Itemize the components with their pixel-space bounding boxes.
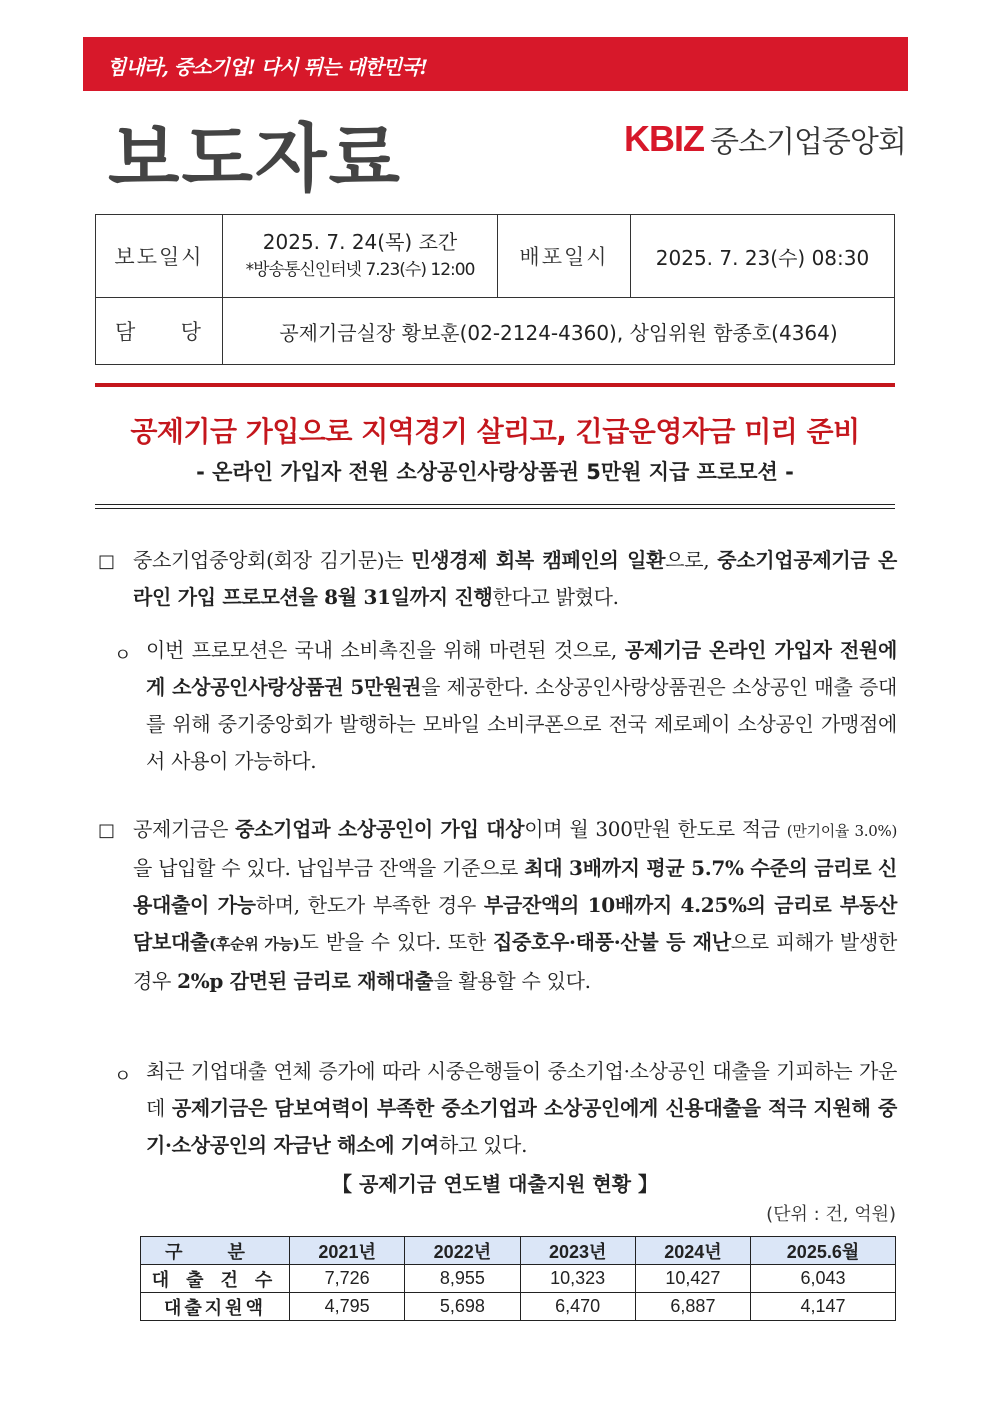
table-cell: 4,147 [751, 1293, 896, 1321]
slogan-banner [83, 37, 908, 91]
contact-label: 담 당 [96, 298, 223, 365]
text-run: 최근 기업대출 연체 증가에 따라 시중은행들이 중소기업·소상공인 대출을 기피하는 가운데 [146, 1059, 897, 1120]
circle-bullet: ㅇ [114, 1066, 132, 1087]
table-cell: 6,043 [751, 1265, 896, 1293]
paragraph-3 [133, 811, 897, 1000]
logo-brand: KBIZ [624, 118, 704, 159]
bold-text-run: 최대 3배까지 평균 5.7% 수준의 금리로 신용대출이 가능 [133, 856, 897, 917]
paragraph-2 [146, 632, 897, 780]
headline: 공제기금 가입으로 지역경기 살리고, 긴급운영자금 미리 준비 [130, 415, 860, 448]
text-run: 공제기금은 [133, 817, 236, 841]
paragraph-4 [146, 1053, 897, 1164]
table-header: 2021년 [290, 1237, 405, 1265]
bold-text-run: 공제기금은 담보여력이 부족한 중소기업과 소상공인에게 신용대출을 적극 지원해 중기·소상공인의 자금난 해소에 기여 [146, 1096, 898, 1157]
bold-text-run: 중소기업공제기금 온라인 가입 프로모션을 8월 31일까지 진행 [133, 548, 898, 609]
table-header: 2025.6월 [751, 1237, 896, 1265]
release-date-note: *방송통신인터넷 7.23(수) 12:00 [245, 260, 475, 280]
release-date-label: 보도일시 [96, 215, 223, 298]
table-header: 2024년 [635, 1237, 750, 1265]
bold-text-run: 공제기금 온라인 가입자 전원에게 소상공인사랑상품권 5만원권 [146, 638, 898, 699]
text-run: 하고 있다. [438, 1133, 528, 1157]
text-run: 하며, 한도가 부족한 경우 [255, 893, 484, 917]
release-info-table [95, 214, 895, 365]
table-cell: 6,887 [635, 1293, 750, 1321]
text-run: 을 활용할 수 있다. [433, 969, 591, 993]
text-run: (만기이율 3.0%) [786, 822, 897, 840]
subheadline: - 온라인 가입자 전원 소상공인사랑상품권 5만원 지급 프로모션 - [196, 460, 794, 484]
table-cell: 5,698 [405, 1293, 520, 1321]
document-type-title: 보도자료 [108, 116, 402, 202]
table-header: 2023년 [520, 1237, 635, 1265]
table-row [141, 1265, 896, 1293]
text-run: 한다고 밝혔다. [492, 585, 619, 609]
red-divider [95, 383, 895, 387]
text-run: 으로, [665, 548, 718, 572]
bold-text-run: 2%p 감면된 금리로 재해대출 [177, 969, 434, 993]
table-cell: 8,955 [405, 1265, 520, 1293]
bold-text-run: 부금잔액의 10배까지 4.25%의 금리로 부동산담보대출 [133, 893, 897, 954]
table-row [141, 1293, 896, 1321]
table-header: 구 분 [141, 1237, 290, 1265]
bold-text-run: 중소기업과 소상공인이 가입 대상 [235, 817, 525, 841]
text-run: 을 납입할 수 있다. 납입부금 잔액을 기준으로 [133, 856, 525, 880]
table-header-row [141, 1237, 896, 1265]
banner-slogan: 힘내라, 중소기업! 다시 뛰는 대한민국! [107, 55, 428, 79]
table-cell: 10,323 [520, 1265, 635, 1293]
row-label: 대출지원액 [141, 1293, 290, 1321]
table-header: 2022년 [405, 1237, 520, 1265]
table-cell: 10,427 [635, 1265, 750, 1293]
release-date-value: 2025. 7. 24(목) 조간 [262, 230, 458, 254]
double-divider [95, 504, 895, 509]
release-date-cell [223, 215, 498, 298]
paragraph-1 [133, 542, 897, 616]
text-run: 을 제공한다. 소상공인사랑상품권은 소상공인 매출 증대를 위해 중기중앙회가 발행하는 모바일 소비쿠폰으로 전국 제로페이 소상공인 가맹점에서 사용이 가능하다. [146, 675, 897, 773]
contact-value: 공제기금실장 황보훈(02-2124-4360), 상임위원 함종호(4364) [223, 298, 895, 365]
loan-support-table [140, 1236, 896, 1321]
bold-text-run: 민생경제 회복 캠페인의 일환 [411, 548, 666, 572]
bold-text-run: 집중호우·태풍·산불 등 재난 [492, 930, 731, 954]
square-bullet: □ [98, 820, 116, 841]
table-cell: 6,470 [520, 1293, 635, 1321]
row-label: 대 출 건 수 [141, 1265, 290, 1293]
text-run: 으로 피해가 발생한 경우 [133, 930, 897, 993]
table-cell: 7,726 [290, 1265, 405, 1293]
text-run: 이번 프로모션은 국내 소비촉진을 위해 마련된 것으로, [146, 638, 625, 662]
table-title: 【 공제기금 연도별 대출지원 현황 】 [332, 1172, 658, 1196]
distribution-date-value: 2025. 7. 23(수) 08:30 [631, 215, 895, 298]
kbiz-logo [624, 117, 906, 161]
table-unit: (단위 : 건, 억원) [766, 1204, 896, 1225]
bold-text-run: (후순위 가능) [209, 935, 300, 953]
logo-org-name: 중소기업중앙회 [710, 125, 906, 160]
text-run: 중소기업중앙회(회장 김기문)는 [133, 548, 412, 572]
text-run: 도 받을 수 있다. 또한 [299, 930, 493, 954]
text-run: 이며 월 300만원 한도로 적금 [524, 817, 787, 841]
distribution-date-label: 배포일시 [498, 215, 631, 298]
square-bullet: □ [98, 551, 116, 572]
circle-bullet: ㅇ [114, 645, 132, 666]
table-cell: 4,795 [290, 1293, 405, 1321]
